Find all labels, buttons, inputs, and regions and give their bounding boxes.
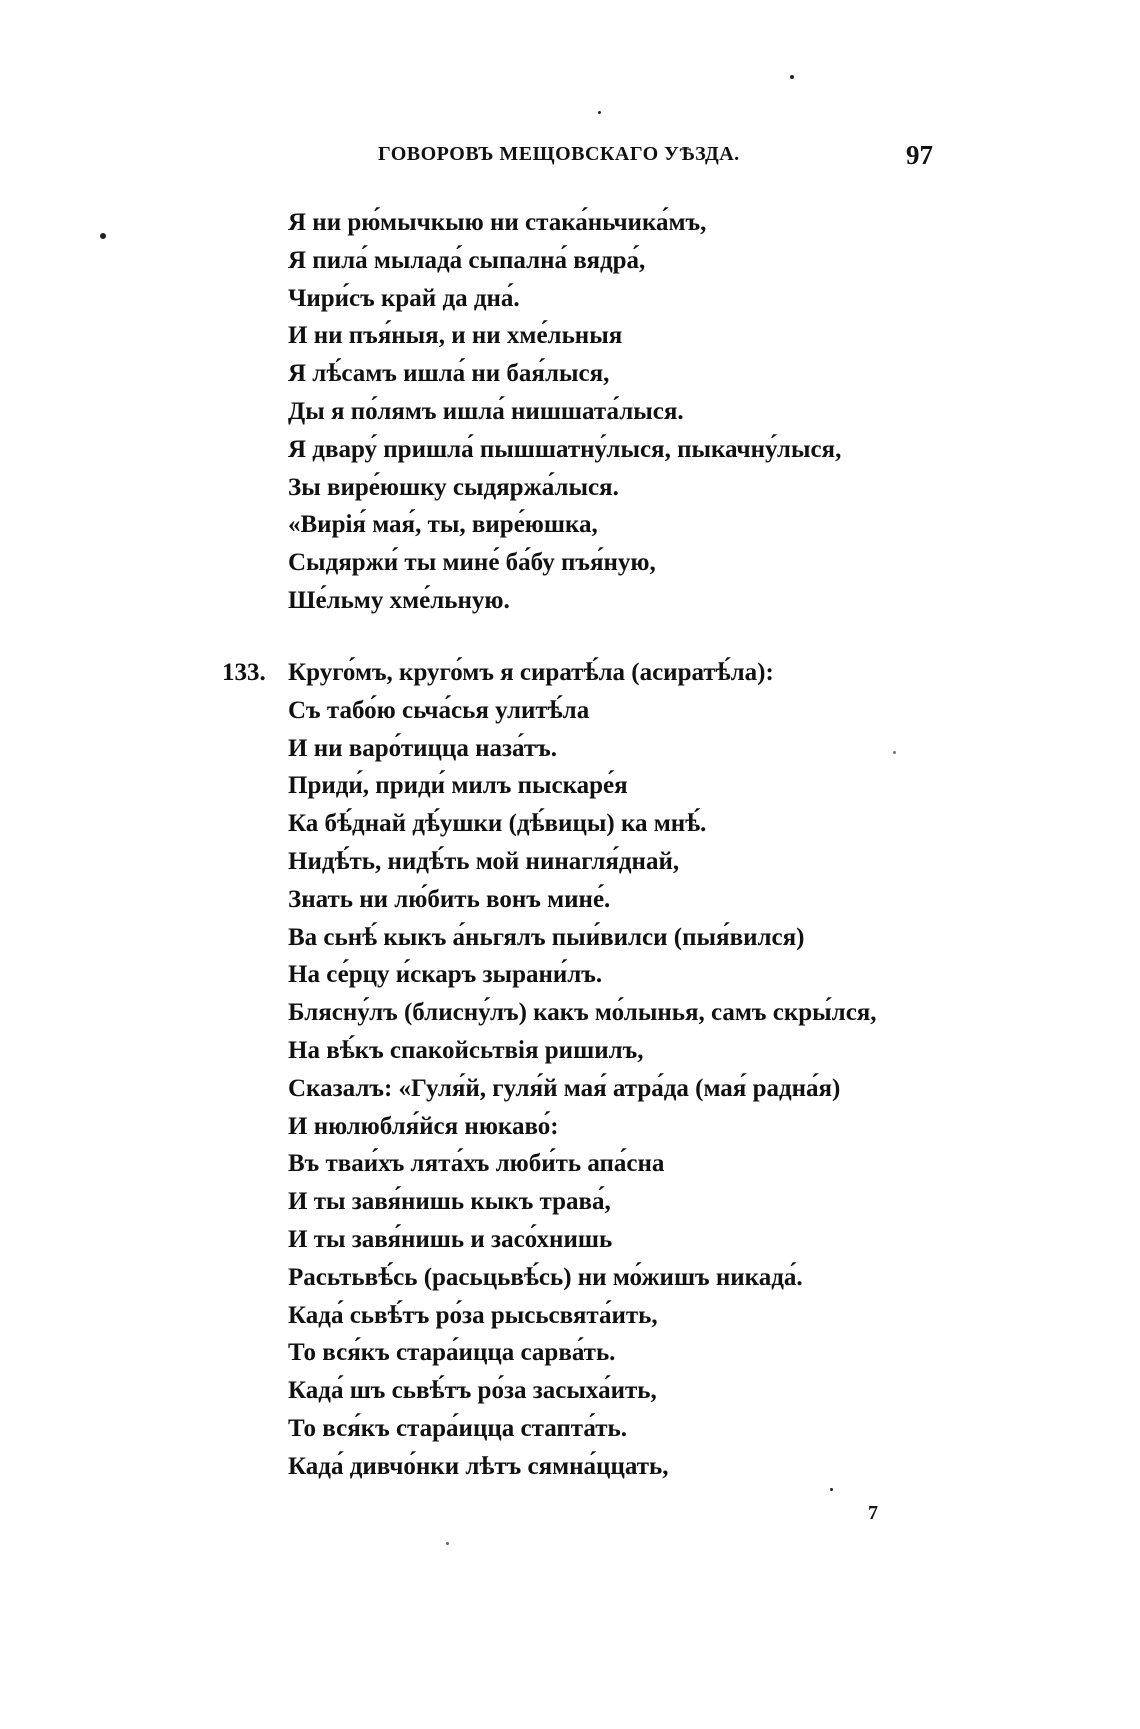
poem-line: Я пила́ мылада́ сыпална́ вядра́, <box>288 246 646 274</box>
poem-line: И ни варо́тицца наза́тъ. <box>288 734 557 762</box>
scan-speck <box>100 233 106 239</box>
poem-line: Сказалъ: «Гуля́й, гуля́й мая́ атра́да (мая́ радна́я) <box>288 1074 841 1102</box>
poem-a <box>288 204 841 620</box>
poem-line: Въ тваи́хъ лята́хъ люби́ть апа́сна <box>288 1150 665 1178</box>
poem-line: Знать ни лю́бить вонъ мине́. <box>288 885 611 913</box>
poem-line: На вѣ́къ спакойсьтвія ришилъ, <box>288 1036 644 1064</box>
poem-line: Съ табо́ю сьча́сья улитѣ́ла <box>288 696 590 724</box>
poem-line: Чири́съ край да дна́. <box>288 284 520 312</box>
poem-line: Расьтьвѣ́сь (расьцьвѣ́сь) ни мо́жишъ никада́. <box>288 1263 803 1291</box>
poem-line: И ни пъя́ныя, и ни хме́льныя <box>288 322 623 350</box>
poem-line: Бляcну́лъ (блисну́лъ) какъ мо́лынья, самъ скры́лся, <box>288 999 877 1027</box>
poem-line: Ше́льму хме́льную. <box>288 586 510 614</box>
poem-line: На се́рцу и́скаръ зырани́лъ. <box>288 961 603 989</box>
poem-line: Ка бѣ́днай дѣ́ушки (дѣ́вицы) ка мнѣ́. <box>288 810 707 838</box>
poem-line: Када́ сьвѣ́тъ ро́за рысьсвята́ить, <box>288 1301 658 1329</box>
running-title: ГОВОРОВЪ МЕЩОВСКАГО УѢЗДА. <box>378 143 740 165</box>
signature-mark: 7 <box>868 1502 878 1524</box>
poem-line: То вся́къ стара́ицца стапта́ть. <box>288 1414 627 1442</box>
poem-line: Приди́, приди́ милъ пыскаре́я <box>288 772 628 800</box>
poem-line: Сыдяржи́ ты мине́ ба́бу пъя́ную, <box>288 549 656 577</box>
poem-b <box>288 654 877 1486</box>
poem-line: Ва сьнѣ́ кыкъ а́ньгялъ пыи́вилси (пыя́вился) <box>288 923 805 951</box>
poem-line: Я двару́ пришла́ пышшатну́лыся, пыкачну́лыся, <box>288 435 842 463</box>
scan-speck <box>790 75 794 79</box>
poem-line: И ты завя́нишь кыкъ трава́, <box>288 1188 611 1216</box>
poem-line: Зы вире́юшку сыдяржа́лыся. <box>288 473 619 501</box>
poem-line: Я лѣ́самъ ишла́ ни бая́лыся, <box>288 360 610 388</box>
scan-speck <box>446 1542 449 1545</box>
page-number: 97 <box>906 140 933 170</box>
scan-speck <box>830 1488 833 1491</box>
poem-line: Када́ шъ сьвѣ́тъ ро́за засыха́ить, <box>288 1377 657 1405</box>
poem-line: Када́ дивчо́нки лѣтъ сямна́ццать, <box>288 1452 669 1480</box>
poem-line: «Вирія́ мая́, ты, вире́юшка, <box>288 511 598 539</box>
poem-number: 133. <box>222 659 266 686</box>
poem-line: Круго́мъ, круго́мъ я сиратѣ́ла (асиратѣ́ла): <box>288 659 774 686</box>
poem-line: То вся́къ стара́ицца сарва́ть. <box>288 1339 616 1367</box>
poem-line: Нидѣ́ть, нидѣ́ть мой нинагля́днай, <box>288 847 680 875</box>
poem-line: Ды я по́лямъ ишла́ нишшата́лыся. <box>288 397 684 425</box>
poem-line: И нюлюбля́йся нюкаво́: <box>288 1112 559 1140</box>
scan-speck <box>598 111 601 114</box>
scan-speck <box>893 751 896 754</box>
poem-line: Я ни рю́мычкыю ни стака́ньчика́мъ, <box>288 209 707 236</box>
poem-line: И ты завя́нишь и засо́хнишь <box>288 1225 613 1253</box>
